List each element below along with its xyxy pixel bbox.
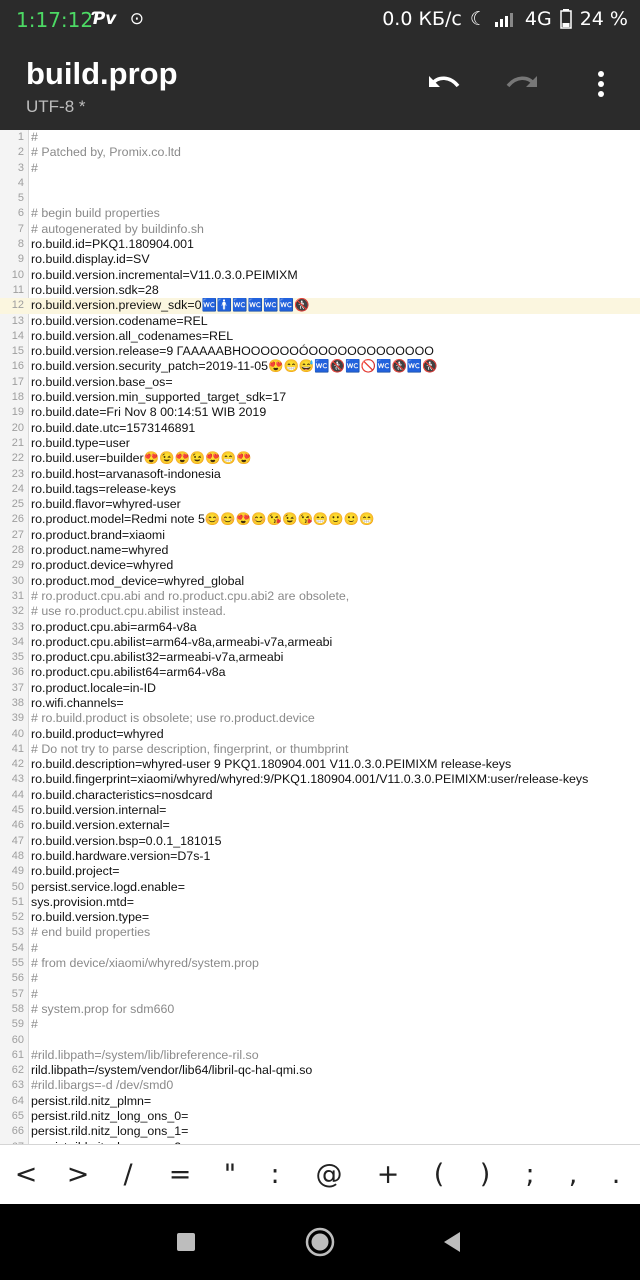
line-number: 65 — [11, 1110, 24, 1122]
editor-line[interactable] — [0, 283, 640, 298]
line-number: 20 — [11, 421, 24, 434]
line-text: ro.build.version.external= — [31, 818, 170, 833]
back-icon — [441, 1230, 463, 1254]
line-number: 35 — [11, 651, 24, 664]
line-text: ro.build.project= — [31, 864, 120, 879]
line-number: 66 — [11, 1125, 24, 1138]
line-number: 41 — [11, 742, 24, 755]
back-button[interactable] — [432, 1222, 472, 1262]
line-number: 40 — [11, 727, 24, 740]
editor-line[interactable] — [0, 895, 640, 910]
line-number: 8 — [17, 238, 24, 251]
line-number: 61 — [11, 1048, 24, 1061]
editor-line[interactable] — [0, 176, 640, 191]
network-type: 4G — [524, 8, 552, 30]
line-number: 27 — [11, 528, 24, 541]
key-at[interactable]: @ — [315, 1159, 343, 1190]
line-text: persist.rild.nitz_long_ons_1= — [31, 1124, 189, 1139]
editor-line[interactable] — [0, 941, 640, 956]
line-number: 62 — [11, 1064, 24, 1077]
line-number: 47 — [11, 834, 24, 847]
editor-line[interactable] — [0, 620, 640, 635]
status-right — [382, 8, 628, 30]
line-text: ro.build.version.all_codenames=REL — [31, 328, 234, 343]
key-plus[interactable]: + — [376, 1159, 400, 1190]
line-number: 16 — [11, 360, 24, 373]
line-number: 49 — [11, 865, 24, 878]
key-less-than[interactable]: < — [14, 1159, 38, 1190]
editor-line[interactable] — [0, 512, 640, 527]
editor-line[interactable] — [0, 1002, 640, 1017]
editor-line[interactable] — [0, 925, 640, 940]
line-number: 29 — [11, 559, 24, 572]
line-text: # — [31, 160, 38, 175]
line-number: 26 — [11, 513, 24, 526]
editor-line[interactable] — [0, 359, 640, 374]
line-number: 10 — [11, 268, 24, 281]
key-quote[interactable]: " — [223, 1159, 237, 1190]
line-number: 57 — [11, 987, 24, 1000]
line-text: ro.build.product=whyred — [31, 726, 164, 741]
line-number: 1 — [17, 131, 24, 143]
line-number: 2 — [17, 146, 24, 159]
editor-line[interactable] — [0, 711, 640, 726]
line-text: ro.product.mod_device=whyred_global — [31, 573, 245, 588]
home-button[interactable] — [300, 1222, 340, 1262]
editor-line[interactable] — [0, 818, 640, 833]
line-number: 48 — [11, 849, 24, 862]
line-number: 64 — [11, 1094, 24, 1107]
line-text: ro.build.date.utc=1573146891 — [31, 420, 196, 435]
line-number: 38 — [11, 696, 24, 709]
line-number: 32 — [11, 605, 24, 618]
line-number: 4 — [17, 176, 24, 189]
editor-line[interactable] — [0, 1078, 640, 1093]
line-number: 50 — [11, 880, 24, 893]
line-text: ro.build.version.security_patch=2019-11-05😍😁😅🚾🚷🚾🚫🚾🚷🚾🚷 — [31, 359, 438, 374]
editor-line[interactable] — [0, 880, 640, 895]
signal-icon — [495, 11, 517, 27]
line-number: 60 — [11, 1033, 24, 1046]
key-colon[interactable]: : — [270, 1159, 280, 1190]
editor-lines — [0, 130, 640, 1155]
line-text: ro.build.host=arvanasoft-indonesia — [31, 466, 221, 481]
editor-line[interactable] — [0, 1124, 640, 1139]
overflow-menu-button[interactable] — [577, 60, 625, 108]
line-number: 3 — [17, 161, 24, 174]
line-text: ro.build.version.type= — [31, 910, 150, 925]
editor-line[interactable] — [0, 956, 640, 971]
status-time: 1:17:12 — [16, 8, 94, 32]
line-text: # — [31, 1017, 38, 1032]
app-bar — [0, 40, 640, 130]
line-number: 39 — [11, 712, 24, 725]
text-editor[interactable] — [0, 130, 640, 1144]
editor-line[interactable] — [0, 635, 640, 650]
editor-line[interactable] — [0, 558, 640, 573]
line-text: # end build properties — [31, 925, 151, 940]
line-number: 14 — [11, 329, 24, 342]
line-number: 25 — [11, 498, 24, 511]
editor-line[interactable] — [0, 772, 640, 787]
key-equals[interactable]: = — [168, 1159, 192, 1190]
editor-line[interactable] — [0, 757, 640, 772]
editor-line[interactable] — [0, 130, 640, 145]
line-text: ro.product.device=whyred — [31, 558, 174, 573]
home-icon — [305, 1227, 335, 1257]
editor-line[interactable] — [0, 604, 640, 619]
line-number: 37 — [11, 681, 24, 694]
key-greater-than[interactable]: > — [66, 1159, 90, 1190]
line-text: ro.build.flavor=whyred-user — [31, 497, 181, 512]
line-number: 58 — [11, 1002, 24, 1015]
line-text: # — [31, 971, 38, 986]
line-text: ro.build.characteristics=nosdcard — [31, 787, 213, 802]
editor-line[interactable] — [0, 1094, 640, 1109]
editor-line[interactable] — [0, 987, 640, 1002]
line-text: ro.build.version.preview_sdk=0🚾🚹🚾🚾🚾🚾🚷 — [31, 298, 310, 313]
line-number: 59 — [11, 1018, 24, 1031]
line-text: ro.build.user=builder😍😉😍😉😍😁😍 — [31, 451, 252, 466]
line-number: 44 — [11, 788, 24, 801]
key-comma[interactable]: , — [568, 1159, 578, 1190]
editor-line[interactable] — [0, 803, 640, 818]
editor-line[interactable] — [0, 665, 640, 680]
editor-line[interactable] — [0, 314, 640, 329]
line-text: ro.build.version.internal= — [31, 803, 167, 818]
line-text: ro.product.cpu.abi=arm64-v8a — [31, 619, 197, 634]
line-text: # — [31, 130, 38, 144]
key-close-paren[interactable]: ) — [479, 1159, 491, 1190]
symbol-key-bar — [0, 1144, 640, 1205]
line-text: ro.product.model=Redmi note 5😊😊😍😊😘😉😘😁🙂🙂😁 — [31, 512, 375, 527]
editor-line[interactable] — [0, 1048, 640, 1063]
line-number: 7 — [17, 222, 24, 235]
line-text: ro.build.version.base_os= — [31, 374, 173, 389]
line-number: 45 — [11, 804, 24, 817]
line-number: 12 — [11, 299, 24, 312]
line-text: # use ro.product.cpu.abilist instead. — [31, 604, 226, 619]
editor-line[interactable] — [0, 375, 640, 390]
editor-line[interactable] — [0, 681, 640, 696]
line-text: ro.product.name=whyred — [31, 543, 169, 558]
line-text: # Patched by, Promix.co.ltd — [31, 145, 181, 160]
line-number: 51 — [11, 895, 24, 908]
editor-line[interactable] — [0, 543, 640, 558]
editor-line[interactable] — [0, 574, 640, 589]
line-number: 21 — [11, 436, 24, 449]
editor-line[interactable] — [0, 206, 640, 221]
editor-line[interactable] — [0, 222, 640, 237]
editor-line[interactable] — [0, 329, 640, 344]
line-number: 55 — [11, 957, 24, 970]
line-text: ro.wifi.channels= — [31, 695, 124, 710]
line-text: ro.build.display.id=SV — [31, 252, 150, 267]
line-number: 11 — [12, 283, 24, 296]
line-text: persist.rild.nitz_plmn= — [31, 1093, 152, 1108]
line-number: 46 — [11, 819, 24, 832]
editor-line[interactable] — [0, 589, 640, 604]
file-title: build.prop — [26, 56, 178, 91]
line-text: # autogenerated by buildinfo.sh — [31, 221, 204, 236]
editor-line[interactable] — [0, 849, 640, 864]
key-period[interactable]: . — [611, 1159, 621, 1190]
line-text: ro.build.version.sdk=28 — [31, 282, 159, 297]
line-text: # from device/xiaomi/whyred/system.prop — [31, 956, 259, 971]
line-text: ro.build.version.incremental=V11.0.3.0.PEIMIXM — [31, 267, 298, 282]
line-number: 63 — [11, 1079, 24, 1092]
line-text: # system.prop for sdm660 — [31, 1001, 175, 1016]
file-encoding: UTF-8 * — [26, 97, 86, 116]
line-text: ro.build.fingerprint=xiaomi/whyred/whyred:9/PKQ1.180904.001/V11.0.3.0.PEIMIXM:user/release-keys — [31, 772, 589, 787]
editor-line[interactable] — [0, 788, 640, 803]
editor-line[interactable] — [0, 405, 640, 420]
line-text: ro.build.version.bsp=0.0.1_181015 — [31, 833, 222, 848]
line-number: 43 — [11, 773, 24, 786]
line-text: persist.rild.nitz_long_ons_0= — [31, 1109, 189, 1123]
editor-line[interactable] — [0, 742, 640, 757]
editor-line[interactable] — [0, 390, 640, 405]
line-number: 31 — [11, 589, 24, 602]
line-number: 56 — [11, 972, 24, 985]
line-number: 52 — [11, 911, 24, 924]
editor-line[interactable] — [0, 451, 640, 466]
editor-line[interactable] — [0, 268, 640, 283]
line-text: #rild.libpath=/system/lib/libreference-ril.so — [31, 1047, 259, 1062]
line-number: 36 — [11, 666, 24, 679]
editor-line[interactable] — [0, 650, 640, 665]
editor-line[interactable] — [0, 252, 640, 267]
line-text: # begin build properties — [31, 206, 160, 221]
line-text: # ro.build.product is obsolete; use ro.product.device — [31, 711, 315, 726]
line-number: 53 — [11, 926, 24, 939]
line-text: ro.product.brand=xiaomi — [31, 527, 165, 542]
editor-line[interactable] — [0, 1033, 640, 1048]
line-text: sys.provision.mtd= — [31, 894, 134, 909]
line-number: 42 — [11, 758, 24, 771]
editor-line[interactable] — [0, 910, 640, 925]
line-text: ro.build.tags=release-keys — [31, 481, 176, 496]
line-text: ro.build.version.min_supported_target_sdk=17 — [31, 390, 287, 405]
navigation-bar — [0, 1204, 640, 1280]
editor-line[interactable] — [0, 482, 640, 497]
line-text: ro.build.id=PKQ1.180904.001 — [31, 237, 194, 252]
redo-icon — [504, 72, 540, 96]
editor-line[interactable] — [0, 971, 640, 986]
editor-line[interactable] — [0, 145, 640, 160]
editor-line[interactable] — [0, 436, 640, 451]
line-number: 6 — [17, 207, 24, 220]
line-text: ro.build.version.codename=REL — [31, 313, 208, 328]
editor-line[interactable] — [0, 696, 640, 711]
line-text: # — [31, 940, 38, 955]
editor-line[interactable] — [0, 467, 640, 482]
terminal-icon: ⊙ — [129, 9, 145, 29]
battery-level: 24 % — [579, 8, 628, 30]
status-bar — [0, 0, 640, 40]
editor-line[interactable] — [0, 864, 640, 879]
line-number: 18 — [11, 391, 24, 404]
line-number: 13 — [11, 314, 24, 327]
line-number: 22 — [11, 452, 24, 465]
editor-line[interactable] — [0, 834, 640, 849]
editor-line[interactable] — [0, 421, 640, 436]
line-number: 5 — [17, 192, 24, 205]
pv-icon: Ƥv — [92, 9, 117, 29]
line-text: ro.build.date=Fri Nov 8 00:14:51 WIB 2019 — [31, 405, 267, 420]
line-text: # ro.product.cpu.abi and ro.product.cpu.abi2 are obsolete, — [31, 588, 350, 603]
notification-icons — [92, 9, 152, 29]
more-vert-icon — [597, 70, 605, 98]
editor-line[interactable] — [0, 1017, 640, 1032]
editor-line[interactable] — [0, 298, 640, 313]
line-number: 30 — [11, 574, 24, 587]
line-text: ro.product.locale=in-ID — [31, 680, 157, 695]
line-text: ro.product.cpu.abilist64=arm64-v8a — [31, 665, 226, 680]
editor-line[interactable] — [0, 161, 640, 176]
network-speed: 0.0 КБ/с — [382, 8, 462, 30]
redo-button[interactable] — [498, 60, 546, 108]
line-number: 54 — [11, 941, 24, 954]
editor-line[interactable] — [0, 727, 640, 742]
recents-icon — [177, 1233, 195, 1251]
dnd-moon-icon: ☾ — [469, 8, 487, 30]
line-number: 15 — [11, 345, 24, 358]
undo-icon — [426, 72, 462, 96]
line-number: 17 — [11, 375, 24, 388]
line-number: 24 — [11, 482, 24, 495]
line-text: ro.build.hardware.version=D7s-1 — [31, 848, 211, 863]
line-text: persist.service.logd.enable= — [31, 879, 185, 894]
line-text: ro.build.type=user — [31, 435, 130, 450]
line-number: 33 — [11, 620, 24, 633]
line-number: 28 — [11, 544, 24, 557]
editor-line[interactable] — [0, 528, 640, 543]
line-text: ro.product.cpu.abilist32=armeabi-v7a,armeabi — [31, 650, 284, 665]
battery-icon — [560, 9, 572, 29]
line-text: # Do not try to parse description, fingerprint, or thumbprint — [31, 741, 349, 756]
key-open-paren[interactable]: ( — [433, 1159, 445, 1190]
undo-button[interactable] — [420, 60, 468, 108]
line-number: 23 — [11, 467, 24, 480]
key-slash[interactable]: / — [123, 1159, 133, 1190]
line-text: ro.build.description=whyred-user 9 PKQ1.180904.001 V11.0.3.0.PEIMIXM release-keys — [31, 757, 512, 772]
editor-line[interactable] — [0, 1109, 640, 1124]
line-number: 19 — [11, 406, 24, 419]
editor-line[interactable] — [0, 344, 640, 359]
recents-button[interactable] — [166, 1222, 206, 1262]
line-number: 34 — [11, 635, 24, 648]
line-text: #rild.libargs=-d /dev/smd0 — [31, 1078, 174, 1093]
line-text: rild.libpath=/system/vendor/lib64/libril-qc-hal-qmi.so — [31, 1063, 313, 1078]
line-text: ro.build.version.release=9 ГАААААВНООООООÓООООООООООООО — [31, 344, 434, 359]
line-number: 9 — [17, 253, 24, 266]
line-text: ro.product.cpu.abilist=arm64-v8a,armeabi-v7a,armeabi — [31, 634, 333, 649]
editor-line[interactable] — [0, 497, 640, 512]
key-semicolon[interactable]: ; — [525, 1159, 535, 1190]
line-text: # — [31, 986, 38, 1001]
editor-line[interactable] — [0, 191, 640, 206]
editor-line[interactable] — [0, 1063, 640, 1078]
editor-line[interactable] — [0, 237, 640, 252]
